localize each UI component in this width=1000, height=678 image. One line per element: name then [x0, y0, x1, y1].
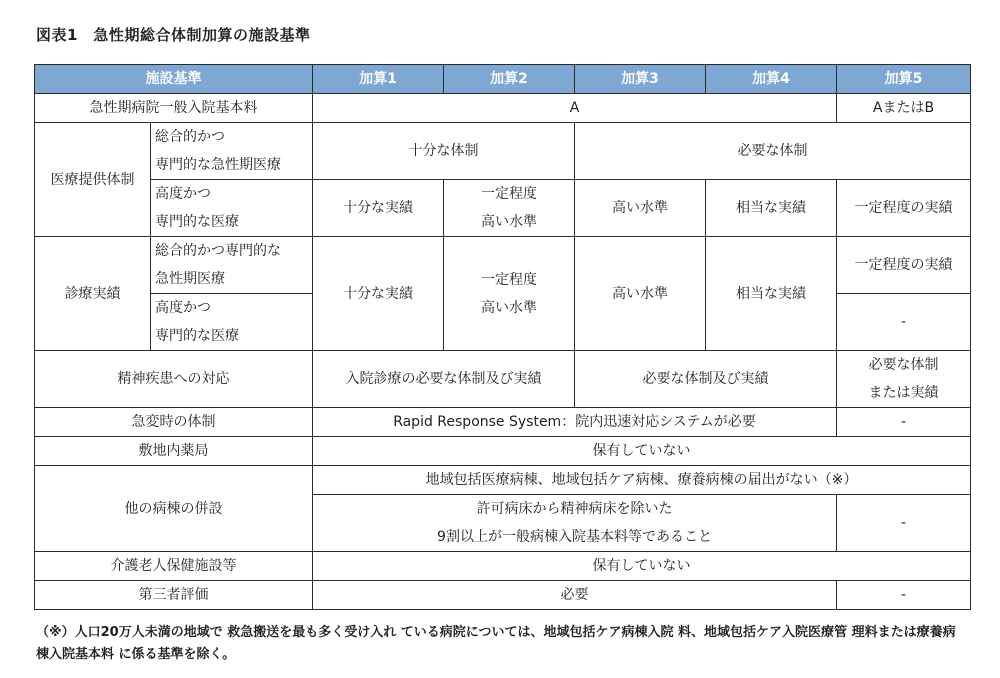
table-row	[35, 94, 971, 123]
table-row	[35, 581, 971, 610]
header-kasan2: 加算2	[444, 65, 575, 94]
cell: Rapid Response System：院内迅速対応システムが必要	[313, 408, 837, 437]
cell: 相当な実績	[706, 180, 837, 237]
cell: 許可病床から精神病床を除いた 9割以上が一般病棟入院基本料等であること	[313, 495, 837, 552]
cell: -	[837, 294, 971, 351]
cell: 十分な実績	[313, 237, 444, 351]
sub-label: 高度かつ 専門的な医療	[151, 180, 313, 237]
cell: 必要な体制及び実績	[575, 351, 837, 408]
cell: 必要な体制 または実績	[837, 351, 971, 408]
header-kasan3: 加算3	[575, 65, 706, 94]
cell: 保有していない	[313, 437, 971, 466]
header-kasan1: 加算1	[313, 65, 444, 94]
row-label: 急性期病院一般入院基本料	[35, 94, 313, 123]
table-row	[35, 408, 971, 437]
header-criteria: 施設基準	[35, 65, 313, 94]
cell: 一定程度の実績	[837, 237, 971, 294]
table-row	[35, 123, 971, 180]
row-label: 介護老人保健施設等	[35, 552, 313, 581]
row-group-label: 医療提供体制	[35, 123, 151, 237]
table-row	[35, 351, 971, 408]
table-row	[35, 552, 971, 581]
row-label: 急変時の体制	[35, 408, 313, 437]
cell: -	[837, 495, 971, 552]
table-row	[35, 466, 971, 495]
cell: 高い水準	[575, 237, 706, 351]
cell: 一定程度の実績	[837, 180, 971, 237]
cell: 十分な体制	[313, 123, 575, 180]
cell: 必要な体制	[575, 123, 971, 180]
header-row	[35, 65, 971, 94]
header-kasan4: 加算4	[706, 65, 837, 94]
cell: 十分な実績	[313, 180, 444, 237]
cell: 一定程度 高い水準	[444, 180, 575, 237]
sub-label: 総合的かつ 専門的な急性期医療	[151, 123, 313, 180]
cell: -	[837, 408, 971, 437]
footnote: （※）人口20万人未満の地域で 救急搬送を最も多く受け入れ ている病院については、地域包括ケア病棟入院 料、地域包括ケア入院医療管 理料または療養病棟入院基本料 に係る基準を除く。	[36, 625, 956, 662]
cell: 地域包括医療病棟、地域包括ケア病棟、療養病棟の届出がない（※）	[313, 466, 971, 495]
figure-title: 図表1 急性期総合体制加算の施設基準	[36, 26, 311, 44]
cell: AまたはB	[837, 94, 971, 123]
cell: 保有していない	[313, 552, 971, 581]
row-label: 敷地内薬局	[35, 437, 313, 466]
row-group-label: 診療実績	[35, 237, 151, 351]
sub-label: 総合的かつ専門的な 急性期医療	[151, 237, 313, 294]
table-row	[35, 180, 971, 237]
table-row	[35, 437, 971, 466]
cell: -	[837, 581, 971, 610]
row-label: 第三者評価	[35, 581, 313, 610]
cell: 一定程度 高い水準	[444, 237, 575, 351]
cell: 必要	[313, 581, 837, 610]
cell: 相当な実績	[706, 237, 837, 351]
sub-label: 高度かつ 専門的な医療	[151, 294, 313, 351]
cell: 入院診療の必要な体制及び実績	[313, 351, 575, 408]
facility-criteria-table	[34, 64, 971, 610]
row-label: 他の病棟の併設	[35, 466, 313, 552]
cell: A	[313, 94, 837, 123]
row-label: 精神疾患への対応	[35, 351, 313, 408]
header-kasan5: 加算5	[837, 65, 971, 94]
table-row	[35, 237, 971, 294]
cell: 高い水準	[575, 180, 706, 237]
